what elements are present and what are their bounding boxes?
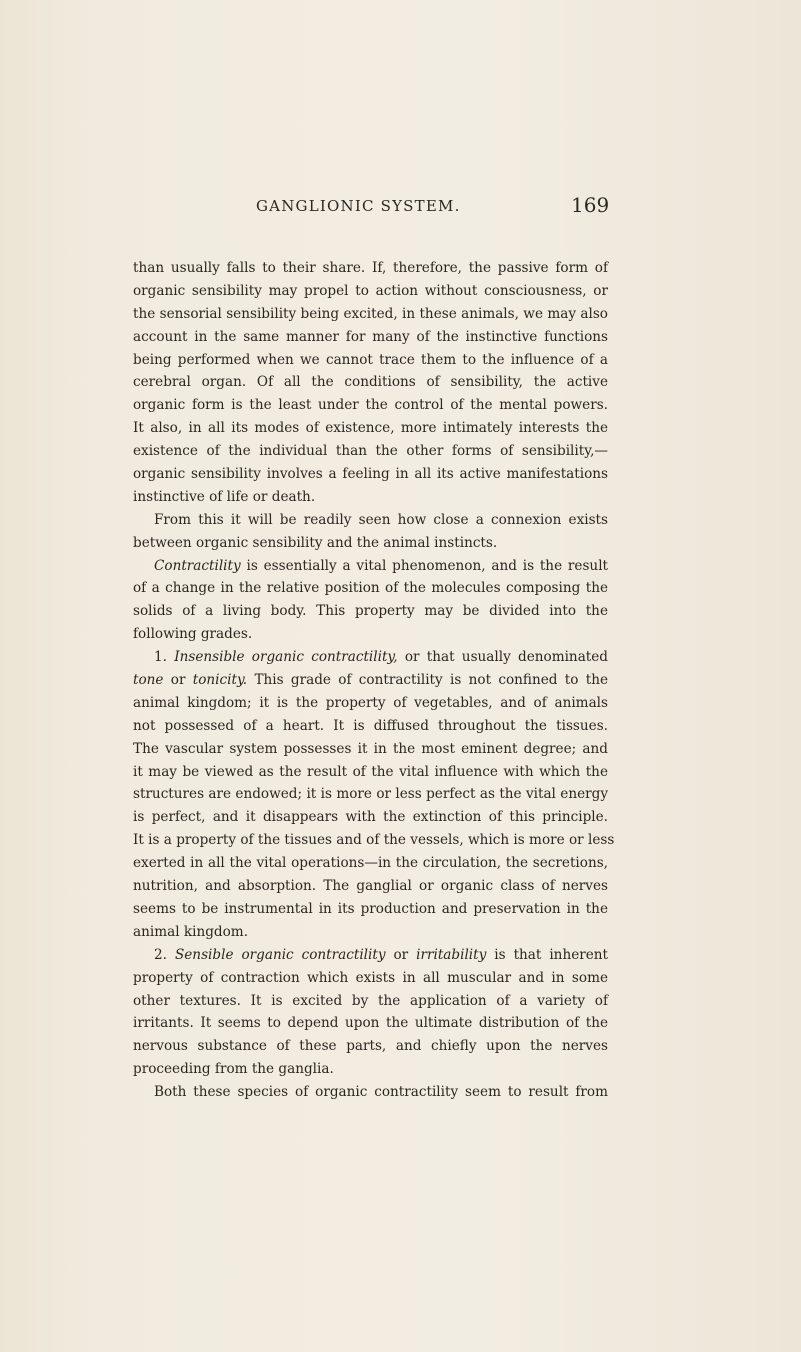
text-line bbox=[133, 967, 608, 990]
text-run: nervous substance of these parts, and chiefly upon the nerves bbox=[133, 1038, 608, 1055]
text-line bbox=[133, 1058, 608, 1081]
text-line bbox=[133, 463, 608, 486]
text-run: the sensorial sensibility being excited, in these animals, we may also bbox=[133, 305, 608, 322]
text-run: or bbox=[385, 946, 417, 963]
running-head bbox=[0, 193, 801, 223]
text-run: 2. bbox=[154, 946, 175, 963]
text-run: it may be viewed as the result of the vital influence with which the bbox=[133, 763, 608, 780]
text-line bbox=[133, 555, 608, 578]
text-line bbox=[133, 852, 608, 875]
text-run: organic sensibility involves a feeling in all its active manifestations bbox=[133, 466, 608, 483]
text-run: instinctive of life or death. bbox=[133, 488, 316, 505]
italic-term: Sensible organic contractility bbox=[174, 946, 386, 963]
text-line bbox=[133, 600, 608, 623]
text-run: animal kingdom. bbox=[133, 923, 249, 940]
text-run: other textures. It is excited by the application of a variety of bbox=[133, 992, 608, 1009]
text-run: 1. bbox=[154, 649, 175, 666]
italic-term: tonicity. bbox=[192, 672, 248, 689]
italic-term: Contractility bbox=[154, 557, 241, 574]
text-run: is essentially a vital phenomenon, and is the result bbox=[240, 557, 608, 574]
text-line bbox=[133, 303, 608, 326]
text-line bbox=[133, 1035, 608, 1058]
text-line bbox=[133, 623, 608, 646]
text-run: It also, in all its modes of existence, more intimately interests the bbox=[133, 420, 608, 437]
text-run: than usually falls to their share. If, therefore, the passive form of bbox=[133, 260, 608, 276]
text-line bbox=[133, 921, 608, 944]
text-line bbox=[133, 326, 608, 349]
text-line bbox=[133, 509, 608, 532]
text-run: property of contraction which exists in all muscular and in some bbox=[133, 969, 608, 986]
text-run: solids of a living body. This property may be divided into the bbox=[133, 603, 608, 620]
text-run: organic sensibility may propel to action without consciousness, or bbox=[133, 282, 608, 299]
text-line bbox=[133, 486, 608, 509]
text-line bbox=[133, 806, 608, 829]
text-run: Both these species of organic contractility seem to result from bbox=[154, 1084, 608, 1101]
text-run: being performed when we cannot trace them to the influence of a bbox=[133, 351, 608, 368]
text-run: between organic sensibility and the animal instincts. bbox=[133, 534, 498, 551]
text-line bbox=[133, 761, 608, 784]
text-line bbox=[133, 738, 608, 761]
text-run: seems to be instrumental in its production and preservation in the bbox=[133, 900, 608, 917]
text-line bbox=[133, 1012, 608, 1035]
text-run: is perfect, and it disappears with the extinction of this principle. bbox=[133, 809, 608, 826]
text-line bbox=[133, 1081, 608, 1104]
text-line bbox=[133, 577, 608, 600]
text-run: is that inherent bbox=[486, 946, 608, 963]
text-run: organic form is the least under the control of the mental powers. bbox=[133, 397, 608, 414]
text-line bbox=[133, 394, 608, 417]
text-line bbox=[133, 532, 608, 555]
italic-term: irritability bbox=[416, 946, 487, 963]
text-run: animal kingdom; it is the property of vegetables, and of animals bbox=[133, 694, 608, 711]
text-line bbox=[133, 829, 615, 852]
text-run: cerebral organ. Of all the conditions of sensibility, the active bbox=[133, 374, 608, 391]
body-text bbox=[133, 257, 615, 1104]
text-run: proceeding from the ganglia. bbox=[133, 1061, 334, 1078]
text-line bbox=[133, 715, 608, 738]
text-run: It is a property of the tissues and of the vessels, which is more or less bbox=[133, 832, 615, 849]
text-line bbox=[133, 646, 608, 669]
text-line bbox=[133, 349, 608, 372]
text-line bbox=[133, 371, 608, 394]
text-line bbox=[133, 692, 608, 715]
text-line bbox=[133, 783, 608, 806]
text-run: or that usually denominated bbox=[397, 649, 609, 666]
text-run: From this it will be readily seen how close a connexion exists bbox=[154, 511, 608, 528]
running-title: GANGLIONIC SYSTEM. bbox=[256, 197, 461, 215]
text-run: The vascular system possesses it in the most eminent degree; and bbox=[133, 740, 608, 757]
text-line bbox=[133, 875, 608, 898]
text-line bbox=[133, 280, 608, 303]
text-run: nutrition, and absorption. The ganglial or organic class of nerves bbox=[133, 878, 608, 895]
text-run: not possessed of a heart. It is diffused throughout the tissues. bbox=[133, 717, 608, 734]
text-run: following grades. bbox=[133, 626, 253, 643]
text-line bbox=[133, 944, 608, 967]
text-run: exerted in all the vital operations—in the circulation, the secretions, bbox=[133, 855, 608, 872]
text-run: irritants. It seems to depend upon the ultimate distribution of the bbox=[133, 1015, 608, 1032]
text-line bbox=[133, 990, 608, 1013]
page-number: 169 bbox=[571, 193, 610, 217]
text-line bbox=[133, 669, 608, 692]
italic-term: Insensible organic contractility, bbox=[174, 649, 398, 666]
italic-term: tone bbox=[133, 672, 164, 689]
text-run: This grade of contractility is not confined to the bbox=[247, 672, 609, 689]
text-line bbox=[133, 440, 608, 463]
text-run: or bbox=[163, 672, 193, 689]
text-line bbox=[133, 257, 608, 280]
text-run: existence of the individual than the other forms of sensibility,— bbox=[133, 443, 608, 460]
text-run: of a change in the relative position of the molecules composing the bbox=[133, 580, 608, 597]
text-run: account in the same manner for many of the instinctive functions bbox=[133, 328, 608, 345]
text-line bbox=[133, 898, 608, 921]
text-run: structures are endowed; it is more or less perfect as the vital energy bbox=[133, 786, 608, 803]
text-line bbox=[133, 417, 608, 440]
